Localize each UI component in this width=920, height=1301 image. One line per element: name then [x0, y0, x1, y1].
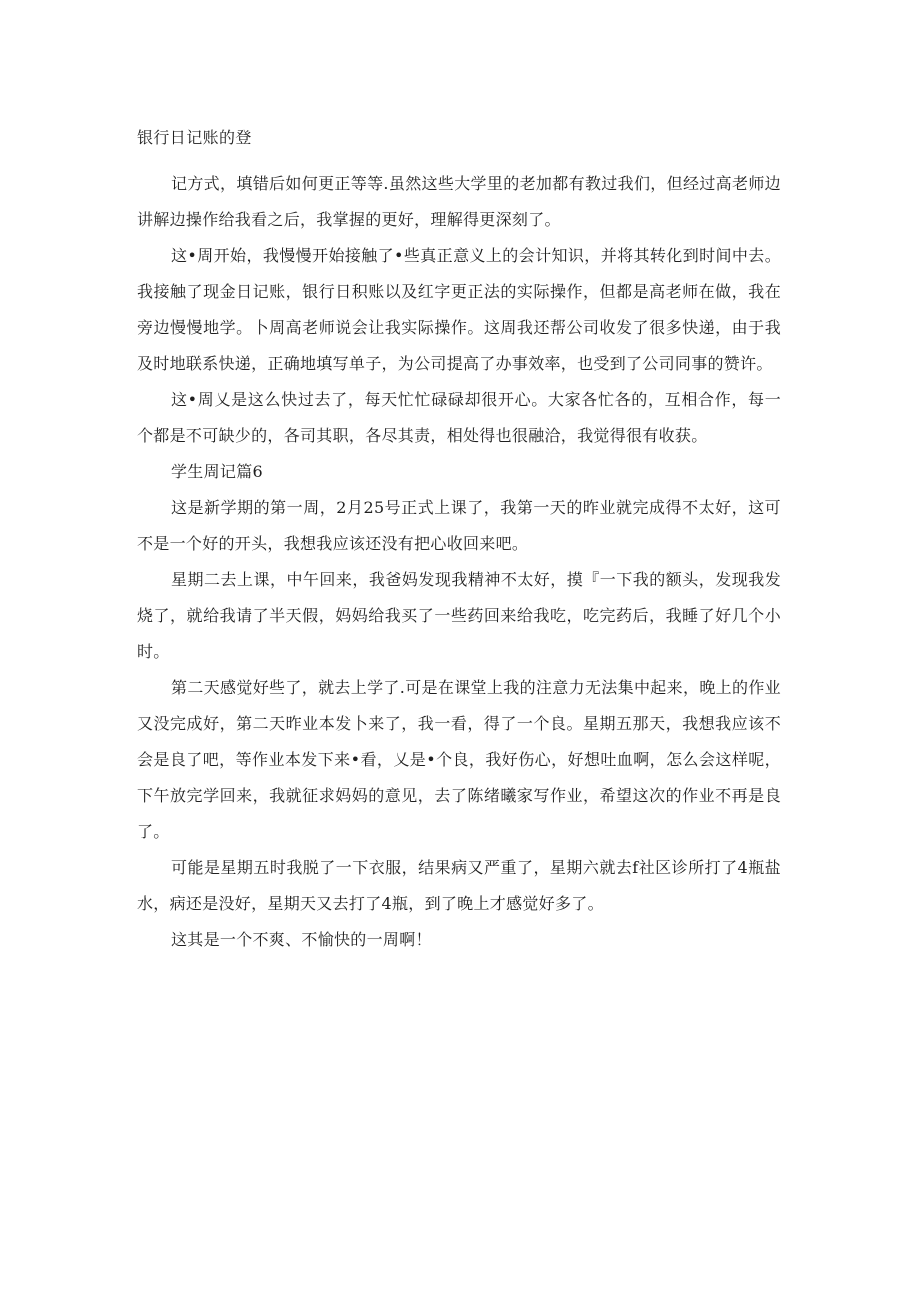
paragraph: 这•周开始，我慢慢开始接触了•些真正意义上的会计知识，并将其转化到时间中去。我接触了现金日记账，银行日积账以及红字更正法的实际操作，但都是高老师在做，我在旁边慢慢地学。卜周高老师说会让我实际操作。这周我还帮公司收发了很多快递，由于我及时地联系快递，正确地填写单子，为公司提高了办事效率，也受到了公司同事的赞许。 [137, 246, 781, 373]
page-heading: 银行日记账的登 [137, 128, 252, 147]
paragraph: 这其是一个不爽、不愉快的一周啊！ [171, 930, 432, 949]
paragraph: 第二天感觉好些了，就去上学了.可是在课堂上我的注意力无法集中起来，晚上的作业又没完成好，第二天昨业本发卜来了，我一看，得了一个良。星期五那天，我想我应该不会是良了吧，等作业本发下来•看，乂是•个良，我好伤心，好想吐血啊，怎么会这样呢，下午放完学回来，我就征求妈妈的意见，去了陈绪曦家写作业，希望这次的作业不再是良了。 [137, 678, 781, 841]
paragraph: 可能是星期五时我脱了一下衣服，结果病又严重了，星期六就去f社区诊所打了4瓶盐水，病还是没好，星期天又去打了4瓶，到了晚上才感觉好多了。 [137, 858, 781, 913]
paragraph: 这是新学期的第一周，2月25号正式上课了，我第一天的昨业就完成得不太好，这可不是一个好的开头，我想我应该还没有把心收回来吧。 [137, 498, 781, 553]
document-body [137, 120, 781, 958]
paragraph: 这•周乂是这么快过去了，每天忙忙碌碌却很开心。大家各忙各的，互相合作，每一个都是不可缺少的，各司其职，各尽其责，相处得也很融洽，我觉得很有收获。 [137, 390, 781, 445]
paragraph: 星期二去上课，中午回来，我爸妈发现我精神不太好，摸『一下我的额头，发现我发烧了，就给我请了半天假，妈妈给我买了一些药回来给我吃，吃完药后，我睡了好几个小时。 [137, 570, 781, 661]
section-title: 学生周记篇6 [171, 462, 263, 481]
paragraph: 记方式，填错后如何更正等等.虽然这些大学里的老加都有教过我们，但经过高老师边讲解边操作给我看之后，我掌握的更好，理解得更深刻了。 [137, 174, 781, 229]
